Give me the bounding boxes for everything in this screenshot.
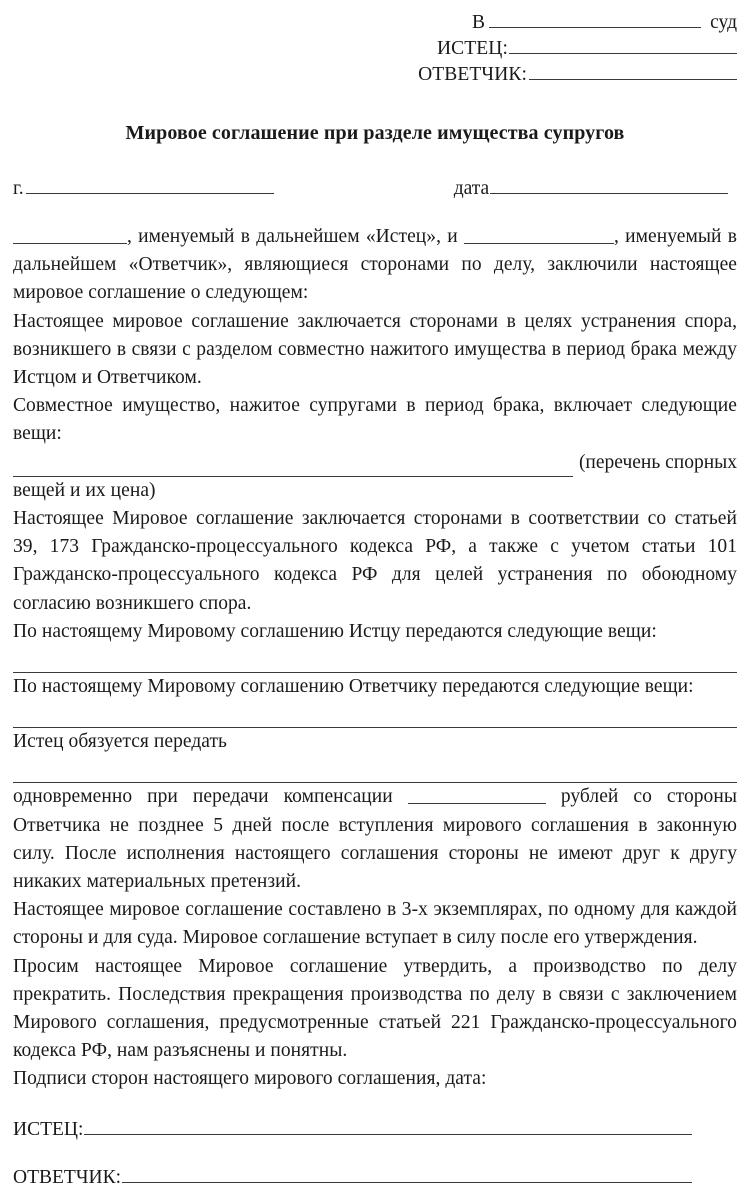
date-blank[interactable]	[490, 175, 728, 194]
paragraph-compensation-text-a: одновременно при передачи компенсации	[13, 786, 393, 808]
disputed-items-rule-row	[13, 449, 737, 477]
plaintiff-inline-blank[interactable]	[13, 227, 127, 244]
paragraph-request-approval: Просим настоящее Мировое соглашение утвердить, а производство по делу прекратить. Последствия прекращения производства по делу в связи с заключением Мирового соглашения, предусмотренные статьей 221 Гражданско-процессуального кодекса РФ, нам разъяснены и понятны.	[13, 955, 737, 1062]
paragraph-signatures-intro: Подписи сторон настоящего мирового соглашения, дата:	[13, 1068, 487, 1090]
defendant-name-blank[interactable]	[529, 61, 737, 80]
disputed-items-caption-b: вещей и их цена)	[13, 479, 156, 501]
compensation-amount-blank[interactable]	[408, 787, 546, 804]
signature-defendant-label: ОТВЕТЧИК:	[13, 1166, 122, 1188]
paragraph-purpose: Настоящее мировое соглашение заключается сторонами в целях устранения спора, возникшего в связи с разделом совместно нажитого имущества в период брака между Истцом и Ответчиком.	[13, 310, 737, 389]
signature-plaintiff-blank[interactable]	[84, 1116, 692, 1135]
city-date-row	[13, 175, 737, 201]
disputed-items-caption-a: (перечень спорных	[578, 451, 737, 473]
to-plaintiff-blank[interactable]	[13, 646, 737, 673]
paragraph-parties	[13, 223, 737, 308]
paragraph-legal-basis: Настоящее Мировое соглашение заключается сторонами в соответствии со статьей 39, 173 Гражданско-процессуального кодекса РФ, а также с учетом статьи 101 Гражданско-процессуального кодекса РФ для целей устранения по обоюдному согласию возникшего спора.	[13, 508, 737, 614]
paragraph-joint-property: Совместное имущество, нажитое супругами в период брака, включает следующие вещи:	[13, 395, 737, 445]
paragraph-parties-text-a: , именуемый в дальнейшем «Истец», и	[127, 226, 458, 247]
signature-block	[13, 1116, 737, 1190]
defendant-name-row	[13, 61, 737, 87]
defendant-label: ОТВЕТЧИК:	[418, 64, 527, 85]
court-label: В	[472, 12, 486, 33]
paragraph-plaintiff-transfers: Истец обязуется передать	[13, 731, 228, 753]
paragraph-parties-text-c: именуемый в дальнейшем «Ответчик», являющиеся сторонами по делу, заключили настоящее мировое соглашение о следующем:	[13, 226, 738, 304]
defendant-inline-blank[interactable]	[464, 227, 614, 244]
paragraph-to-defendant: По настоящему Мировому соглашению Ответчику передаются следующие вещи:	[13, 676, 694, 698]
signature-row-plaintiff	[13, 1116, 737, 1142]
document-body	[13, 223, 737, 1094]
paragraph-compensation-text-b: рублей со стороны Ответчика не позднее 5 дней после вступления мирового соглашения в законную силу. После исполнения настоящего соглашения стороны не имеют друг к другу никаких материальных претензий.	[13, 786, 737, 893]
court-name-row	[13, 9, 737, 35]
signature-defendant-blank[interactable]	[122, 1164, 692, 1183]
to-defendant-blank[interactable]	[13, 701, 737, 728]
page-title: Мировое соглашение при разделе имущества супругов	[125, 122, 625, 144]
paragraph-compensation	[13, 783, 737, 896]
plaintiff-label: ИСТЕЦ:	[436, 38, 508, 59]
signature-plaintiff-label: ИСТЕЦ:	[13, 1118, 84, 1140]
disputed-items-blank[interactable]	[13, 456, 573, 477]
paragraph-parties-text-b: ,	[613, 226, 619, 247]
plaintiff-name-row	[13, 35, 737, 61]
court-name-blank[interactable]	[489, 9, 701, 28]
paragraph-copies: Настоящее мировое соглашение составлено в 3-х экземплярах, по одному для каждой стороны и для суда. Мировое соглашение вступает в силу после его утверждения.	[13, 899, 737, 949]
plaintiff-name-blank[interactable]	[509, 35, 737, 54]
city-blank[interactable]	[26, 175, 274, 194]
signature-row-defendant	[13, 1164, 737, 1190]
paragraph-to-plaintiff: По настоящему Мировому соглашению Истцу передаются следующие вещи:	[13, 620, 657, 642]
plaintiff-transfers-blank[interactable]	[13, 756, 737, 783]
date-label: дата	[453, 178, 490, 199]
city-label: г.	[13, 178, 24, 199]
court-suffix-label: суд	[710, 12, 737, 33]
court-header-block	[13, 0, 737, 87]
